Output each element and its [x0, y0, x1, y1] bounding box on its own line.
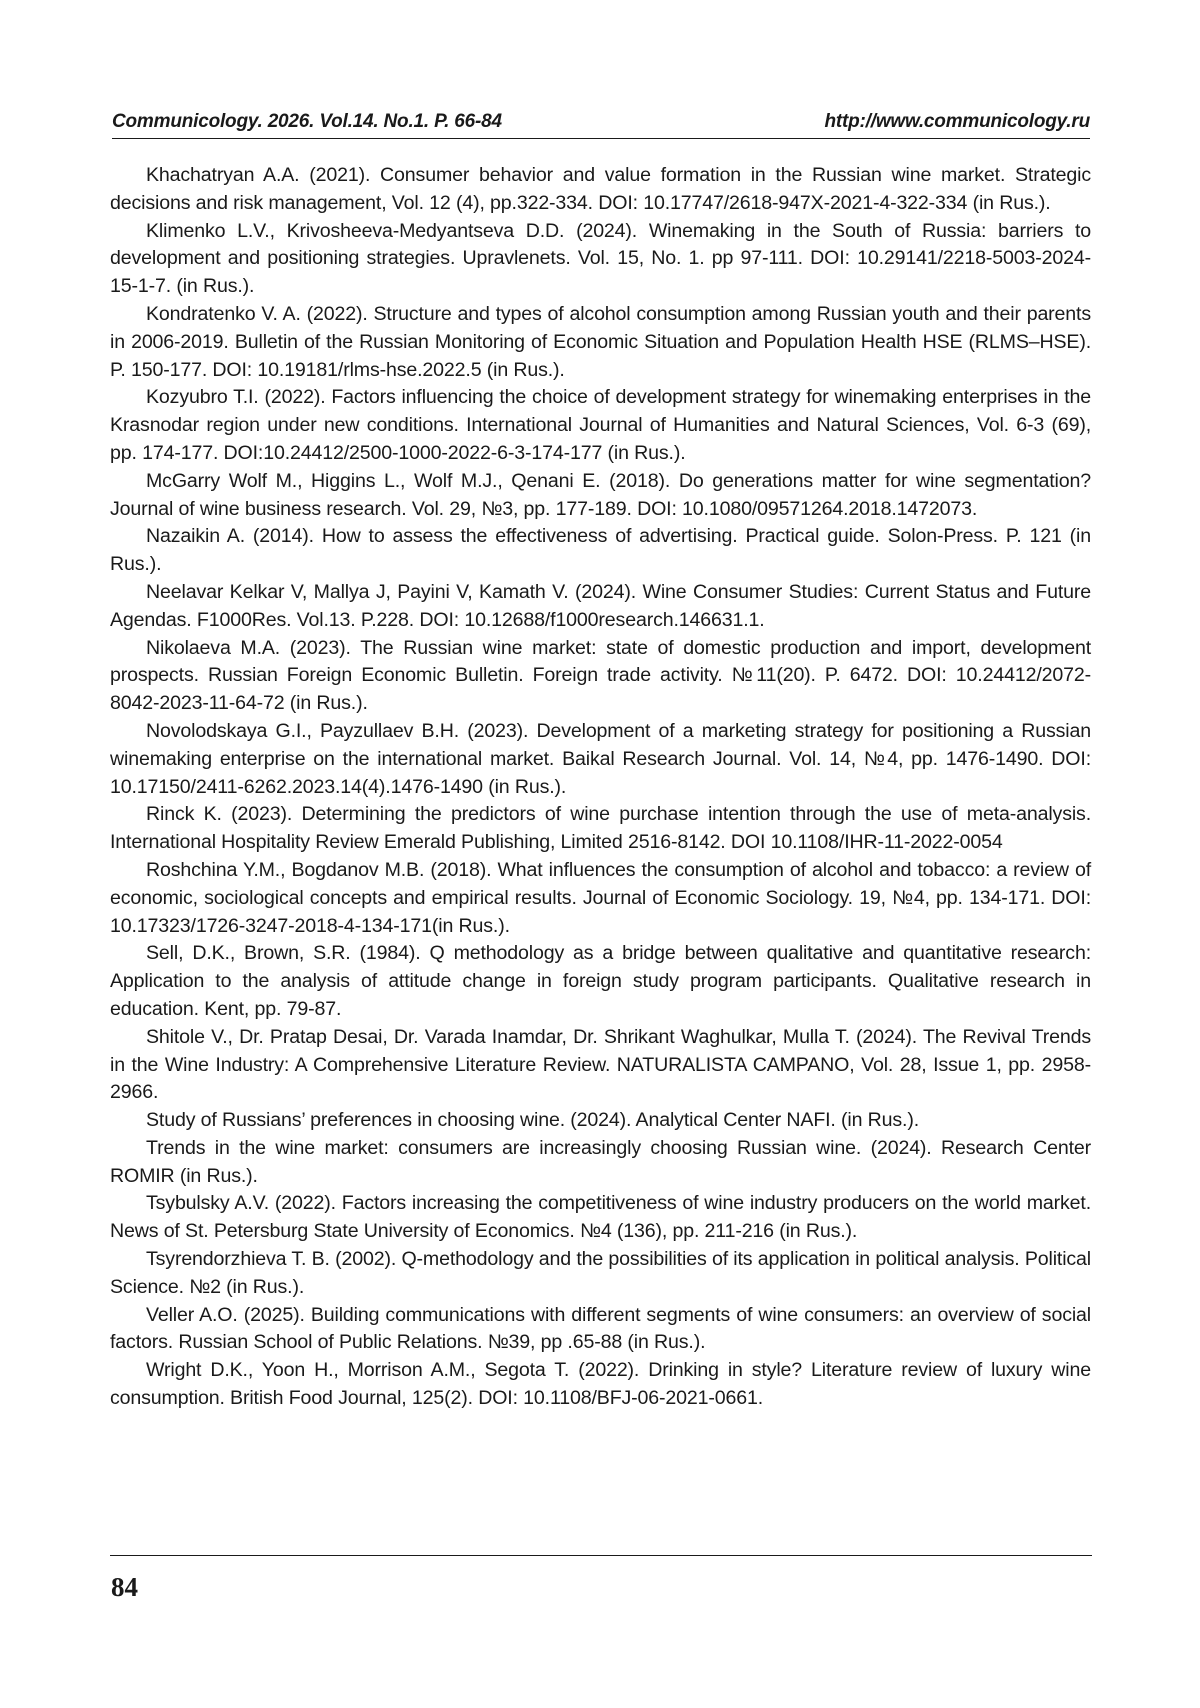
- reference-entry: Klimenko L.V., Krivosheeva-Medyantseva D.D. (2024). Winemaking in the South of Russia: barriers to development and positioning strategies. Upravlenets. Vol. 15, No. 1. pp 97-111. DOI: 10.29141/2218-5003-2024-15-1-7. (in Rus.).: [110, 219, 1091, 298]
- reference-entry: Kondratenko V. A. (2022). Structure and types of alcohol consumption among Russian youth and their parents in 2006-2019. Bulletin of the Russian Monitoring of Economic Situation and Population Health HSE (RLMS–HSE). P. 150-177. DOI: 10.19181/rlms-hse.2022.5 (in Rus.).: [110, 302, 1091, 381]
- reference-entry: McGarry Wolf M., Higgins L., Wolf M.J., Qenani E. (2018). Do generations matter for wine segmentation? Journal of wine business research. Vol. 29, №3, pp. 177-189. DOI: 10.1080/09571264.2018.1472073.: [110, 469, 1091, 520]
- reference-entry: Roshchina Y.M., Bogdanov M.B. (2018). What influences the consumption of alcohol and tobacco: a review of economic, sociological concepts and empirical results. Journal of Economic Sociology. 19, №4, pp. 134-171. DOI: 10.17323/1726-3247-2018-4-134-171(in Rus.).: [110, 858, 1091, 937]
- reference-entry: Novolodskaya G.I., Payzullaev B.H. (2023). Development of a marketing strategy for positioning a Russian winemaking enterprise on the international market. Baikal Research Journal. Vol. 14, №4, pp. 1476-1490. DOI: 10.17150/2411-6262.2023.14(4).1476-1490 (in Rus.).: [110, 719, 1091, 798]
- reference-entry: Neelavar Kelkar V, Mallya J, Payini V, Kamath V. (2024). Wine Consumer Studies: Current Status and Future Agendas. F1000Res. Vol.13. P.228. DOI: 10.12688/f1000research.146631.1.: [110, 580, 1091, 631]
- reference-entry: Nazaikin A. (2014). How to assess the effectiveness of advertising. Practical guide. Solon-Press. P. 121 (in Rus.).: [110, 525, 1091, 576]
- reference-entry: Trends in the wine market: consumers are increasingly choosing Russian wine. (2024). Research Center ROMIR (in Rus.).: [110, 1136, 1091, 1187]
- reference-entry: Sell, D.K., Brown, S.R. (1984). Q methodology as a bridge between qualitative and quantitative research: Application to the analysis of attitude change in foreign study program participants. Qualitative research in education. Kent, pp. 79-87.: [110, 942, 1091, 1020]
- journal-website: http://www.communicology.ru: [824, 111, 1090, 132]
- reference-entry: Shitole V., Dr. Pratap Desai, Dr. Varada Inamdar, Dr. Shrikant Waghulkar, Mulla T. (2024). The Revival Trends in the Wine Industry: A Comprehensive Literature Review. NATURALISTA CAMPANO, Vol. 28, Issue 1, pp. 2958-2966.: [110, 1025, 1091, 1104]
- reference-entry: Tsybulsky A.V. (2022). Factors increasing the competitiveness of wine industry producers on the world market. News of St. Petersburg State University of Economics. №4 (136), pp. 211-216 (in Rus.).: [110, 1192, 1091, 1243]
- running-header: [112, 103, 1090, 139]
- reference-list: [110, 162, 1091, 1413]
- journal-citation: Communicology. 2026. Vol.14. No.1. P. 66-84: [112, 111, 502, 132]
- reference-entry: Rinck K. (2023). Determining the predictors of wine purchase intention through the use of meta-analysis. International Hospitality Review Emerald Publishing, Limited 2516-8142. DOI 10.1108/IHR-11-2022-0054: [110, 803, 1091, 854]
- reference-entry: Khachatryan A.A. (2021). Consumer behavior and value formation in the Russian wine market. Strategic decisions and risk management, Vol. 12 (4), pp.322-334. DOI: 10.17747/2618-947X-2021-4-322-334 (in Rus.).: [110, 164, 1091, 214]
- reference-entry: Study of Russians’ preferences in choosing wine. (2024). Analytical Center NAFI. (in Rus.).: [146, 1109, 919, 1132]
- reference-entry: Kozyubro T.I. (2022). Factors influencing the choice of development strategy for winemaking enterprises in the Krasnodar region under new conditions. International Journal of Humanities and Natural Sciences, Vol. 6-3 (69), pp. 174-177. DOI:10.24412/2500-1000-2022-6-3-174-177 (in Rus.).: [110, 386, 1091, 464]
- footer-divider: [110, 1555, 1092, 1556]
- reference-entry: Tsyrendorzhieva T. B. (2002). Q-methodology and the possibilities of its application in political analysis. Political Science. №2 (in Rus.).: [110, 1248, 1091, 1298]
- reference-entry: Veller A.O. (2025). Building communications with different segments of wine consumers: an overview of social factors. Russian School of Public Relations. №39, pp .65-88 (in Rus.).: [110, 1303, 1091, 1354]
- reference-entry: Nikolaeva M.A. (2023). The Russian wine market: state of domestic production and import, development prospects. Russian Foreign Economic Bulletin. Foreign trade activity. №11(20). P. 6472. DOI: 10.24412/2072-8042-2023-11-64-72 (in Rus.).: [110, 636, 1091, 715]
- page-number: 84: [111, 1572, 138, 1602]
- reference-entry: Wright D.K., Yoon H., Morrison A.M., Segota T. (2022). Drinking in style? Literature review of luxury wine consumption. British Food Journal, 125(2). DOI: 10.1108/BFJ-06-2021-0661.: [110, 1359, 1091, 1410]
